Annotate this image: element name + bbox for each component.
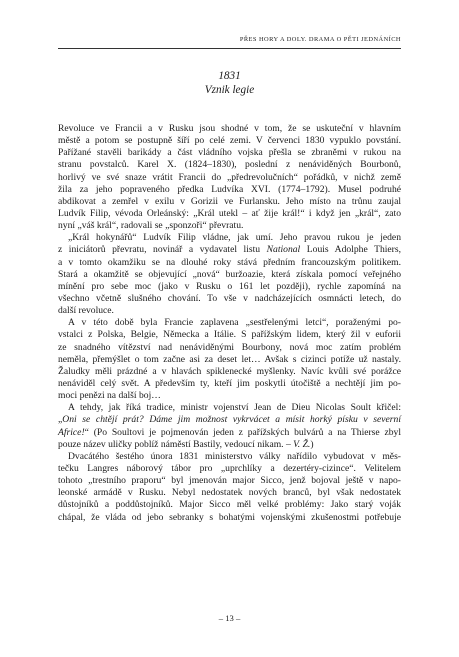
text-line: vstalci z Polska, Belgie, Německa a Itálie. S pařížským lidem, který žil v euforii: [58, 329, 401, 341]
text-line: neměla, přemýšlet o tom začne asi za deset let… Avšak s cizinci potíže už nastaly.: [58, 353, 401, 365]
header-rule: [58, 48, 401, 49]
text-line: nenáviděl celý svět. A především ty, kteří jim poskytli útočiště a nechtějí jim po-: [58, 377, 401, 389]
chapter-heading: [58, 69, 401, 97]
text-line: Africe!“ (Po Soultovi je pojmenován jeden z pařížských bulvárů a na Thierse zbyl: [58, 426, 401, 438]
text-line: důstojníků a poddůstojníků. Major Sicco měl velké problémy: Jako starý voják: [58, 499, 401, 511]
page-number: – 13 –: [218, 613, 241, 623]
text-line: A tehdy, jak říká tradice, ministr vojenství Jean de Dieu Nicolas Soult křičel:: [68, 402, 401, 414]
text-line: Dvacátého šestého února 1831 ministerstvo války nařídilo vybudovat v měs-: [68, 450, 401, 462]
text-line: moci penězi na další boj…: [58, 390, 161, 402]
text-line: „Král hokynářů“ Ludvík Filip vládne, jak umí. Jeho pravou rukou je jeden: [68, 232, 401, 244]
text-line: Stará a okamžitě se objevující „nová“ buržoazie, která získala pomocí veřejného: [58, 268, 401, 280]
text-line: Pařížané stavěli barikády a část vládního vojska přešla se zbraněmi v rukou na: [58, 147, 401, 159]
text-line: „Oni se chtějí prát? Dáme jim možnost vykrvácet a mísit horký písku v severní: [58, 414, 401, 426]
text-line: a v tomto okamžiku se na dlouhé roky stává předním francouzským politikem.: [58, 256, 401, 268]
text-line: tečku Langres náborový tábor pro „uprchlíky a dezertéry-cizince“. Velitelem: [58, 462, 401, 474]
text-line: mínění pro sebe moc (jako v Rusku o 161 let později), rychle zapomíná na: [58, 280, 401, 292]
text-line: žila za jeho popraveného předka Ludvíka XVI. (1774–1792). Musel podruhé: [58, 183, 401, 195]
text-line: leonské armádě v Rusku. Nebyl nedostatek nových branců, byl však nedostatek: [58, 487, 401, 499]
text-line: A v této době byla Francie zaplavena „sestřelenými letci“, poraženými po-: [68, 317, 401, 329]
text-line: všechno včetně slušného chování. To vše v nadcházejících osmnácti letech, do: [58, 292, 401, 304]
text-line: další revoluce.: [58, 305, 114, 317]
text-line: pouze název uličky poblíž náměstí Bastily, vedoucí nikam. – V. Ž.): [58, 438, 314, 450]
text-line: Žaludky měli prázdné a v hlavách spiklenecké myšlenky. Navíc kvůli své porážce: [58, 365, 401, 377]
chapter-title: Vznik legie: [204, 84, 255, 96]
text-line: chápal, že vláda od jebo sebranky s bohatými vojenskými zkušenostmi potřebuje: [58, 511, 401, 523]
text-line: ze snadného vítězství nad nenáviděnými Bourbony, nová moc zatím problém: [58, 341, 401, 353]
text-line: tohoto „trestního praporu“ byl jmenován major Sicco, jenž bojoval ještě v napo-: [58, 475, 401, 487]
text-line: z iniciátorů převratu, novinář a vydavatel listu National Louis Adolphe Thiers,: [58, 244, 401, 256]
running-header: PŘES HORY A DOLY. DRAMA O PĚTI JEDNÁNÍCH: [239, 36, 401, 43]
body-text: [58, 123, 401, 524]
text-line: městě a potom se postupně šíří po celé zemi. V červenci 1830 vypuklo povstání.: [58, 135, 401, 147]
chapter-year: 1831: [218, 70, 241, 82]
text-line: stranu povstalců. Karel X. (1824–1830), poslední z nenáviděných Bourbonů,: [58, 159, 401, 171]
text-line: Ludvík Filip, vévoda Orleánský: „Král utekl – ať žije král!“ i když jen „král“, zato: [58, 207, 401, 219]
text-line: Revoluce ve Francii a v Rusku jsou shodné v tom, že se uskuteční v hlavním: [58, 123, 401, 134]
text-line: nyní „váš král“, radovali se „sponzoři“ převratu.: [58, 220, 244, 232]
text-line: horlivý ve své snaze vrátit Francii do „předrevolučních“ pořádků, v nichž země: [58, 171, 401, 183]
text-line: abdikovat a zemřel v exilu v Gorizii ve Furlansku. Jeho místo na trůnu zaujal: [58, 195, 401, 207]
